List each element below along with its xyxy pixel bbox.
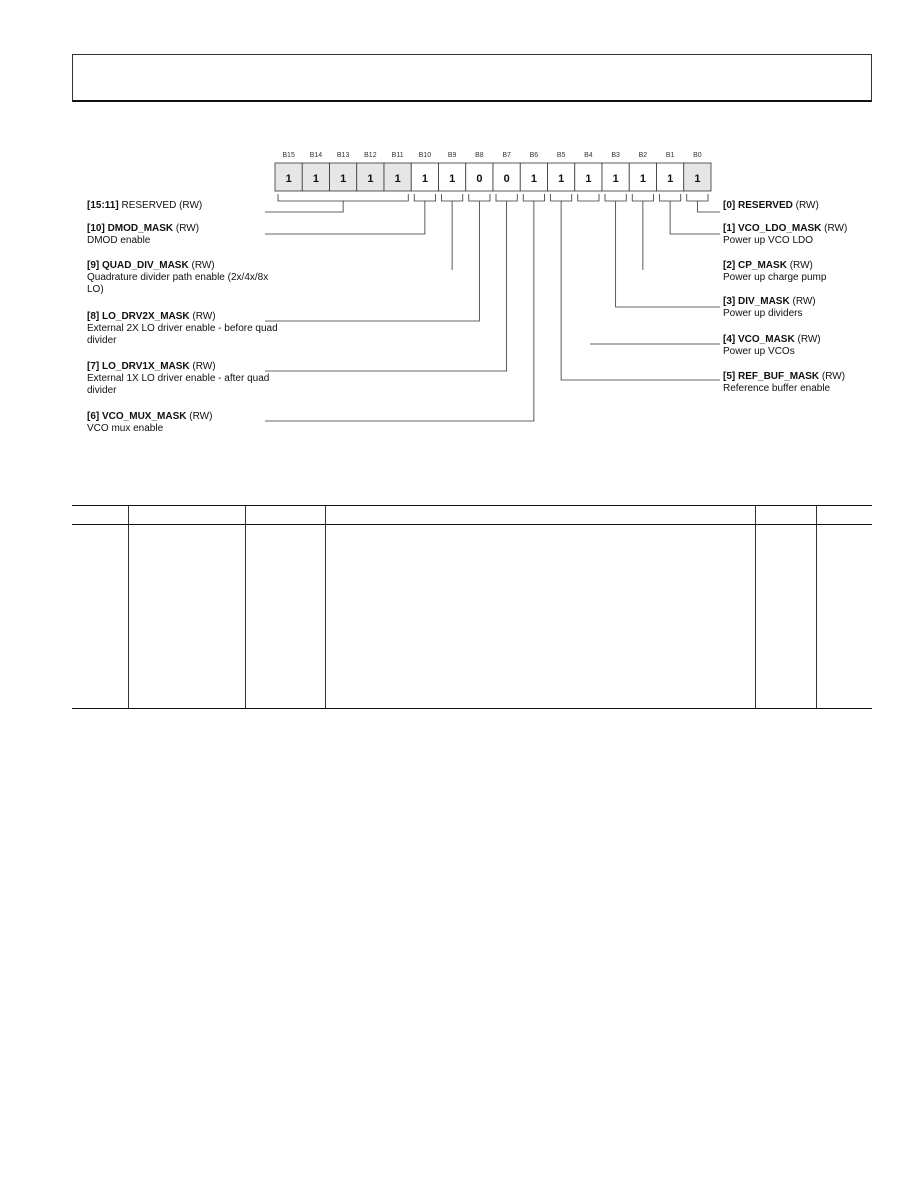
- field-bits: [1]: [723, 223, 736, 234]
- table-cell: [816, 525, 872, 709]
- field-bits: [4]: [723, 334, 736, 345]
- field-4-vco-mask: [723, 334, 903, 358]
- bit-group-bracket: [578, 194, 599, 201]
- field-access: (RW): [191, 260, 215, 271]
- field-5-ref-buf-mask: [723, 371, 903, 395]
- register-table: [72, 505, 872, 709]
- field-name: RESERVED: [121, 200, 177, 211]
- field-bits: [7]: [87, 361, 100, 372]
- bit-group-bracket: [523, 194, 544, 201]
- table-header-cell: [325, 506, 755, 525]
- bit-group-bracket: [442, 194, 463, 201]
- table-row: [72, 525, 872, 709]
- field-access: (RW): [821, 371, 846, 382]
- field-access: (RW): [795, 200, 819, 211]
- bit-group-bracket: [414, 194, 435, 201]
- bit-number-label: B11: [391, 152, 404, 159]
- leader-line: [265, 201, 425, 234]
- field-description: External 1X LO driver enable - after quad divider: [87, 373, 270, 396]
- bit-number-label: B5: [556, 152, 566, 159]
- field-name: REF_BUF_MASK: [738, 371, 820, 382]
- bit-value: 1: [530, 173, 537, 185]
- field-name: DIV_MASK: [738, 296, 790, 307]
- field-7-lo-drv1x-mask: [87, 361, 287, 397]
- bit-value: 1: [421, 173, 428, 185]
- field-access: (RW): [175, 223, 200, 234]
- field-description: Power up dividers: [723, 308, 803, 319]
- bit-group-bracket: [496, 194, 517, 201]
- field-name: QUAD_DIV_MASK: [102, 260, 189, 271]
- bit-group-bracket: [660, 194, 681, 201]
- bit-number-label: B9: [447, 152, 457, 159]
- field-bits: [10]: [87, 223, 105, 234]
- bit-value: 1: [585, 173, 592, 185]
- bit-value: 1: [694, 173, 701, 185]
- field-access: (RW): [179, 200, 203, 211]
- bit-value: 1: [449, 173, 456, 185]
- field-bits: [3]: [723, 296, 736, 307]
- table-header-cell: [245, 506, 325, 525]
- bit-value: 1: [558, 173, 565, 185]
- field-description: DMOD enable: [87, 235, 151, 246]
- table-header-row: [72, 506, 872, 525]
- bit-value: 1: [639, 173, 646, 185]
- bit-group-bracket: [687, 194, 708, 201]
- bit-group-bracket: [551, 194, 572, 201]
- field-description: Quadrature divider path enable (2x/4x/8x LO): [87, 272, 269, 295]
- bit-group-bracket: [605, 194, 626, 201]
- table-header-cell: [755, 506, 816, 525]
- field-description: VCO mux enable: [87, 423, 164, 434]
- table-cell: [128, 525, 245, 709]
- bit-value: 1: [394, 173, 401, 185]
- field-description: Reference buffer enable: [723, 383, 831, 394]
- bit-number-label: B7: [502, 152, 511, 159]
- field-access: (RW): [792, 296, 816, 307]
- field-3-div-mask: [723, 296, 903, 320]
- bit-value: 1: [340, 173, 347, 185]
- bit-number-label: B3: [611, 152, 620, 159]
- field-name: VCO_MASK: [738, 334, 795, 345]
- bit-number-label: B10: [418, 152, 432, 159]
- field-name: CP_MASK: [738, 260, 787, 271]
- field-name: LO_DRV1X_MASK: [102, 361, 190, 372]
- bit-value: 1: [667, 173, 674, 185]
- bit-number-label: B4: [584, 152, 593, 159]
- field-access: (RW): [797, 334, 821, 345]
- field-access: (RW): [789, 260, 813, 271]
- table-cell: [325, 525, 755, 709]
- table-header-cell: [72, 506, 128, 525]
- bit-group-bracket: [632, 194, 653, 201]
- bit-value: 1: [285, 173, 292, 185]
- field-access: (RW): [189, 411, 213, 422]
- field-10-dmod-mask: [87, 223, 287, 247]
- field-name: VCO_MUX_MASK: [102, 411, 187, 422]
- field-15-11-reserved: [87, 200, 287, 212]
- field-name: RESERVED: [738, 200, 793, 211]
- bit-number-label: B15: [282, 152, 295, 159]
- table-cell: [755, 525, 816, 709]
- field-access: (RW): [192, 361, 216, 372]
- field-bits: [9]: [87, 260, 100, 271]
- field-6-vco-mux-mask: [87, 411, 287, 435]
- leader-line: [265, 201, 479, 321]
- field-description: Power up VCOs: [723, 346, 795, 357]
- bit-number-label: B2: [638, 152, 648, 159]
- field-name: VCO_LDO_MASK: [738, 223, 822, 234]
- field-description: Power up charge pump: [723, 272, 827, 283]
- leader-line: [616, 201, 720, 307]
- leader-line: [265, 201, 507, 371]
- field-0-reserved: [723, 200, 903, 212]
- bit-number-label: B12: [364, 152, 377, 159]
- bit-number-label: B6: [529, 152, 539, 159]
- bit-number-label: B14: [309, 152, 323, 159]
- field-description: Power up VCO LDO: [723, 235, 814, 246]
- table-cell: [72, 525, 128, 709]
- field-description: External 2X LO driver enable - before quad divider: [87, 323, 278, 346]
- field-9-quad-div-mask: [87, 260, 287, 296]
- field-bits: [6]: [87, 411, 100, 422]
- bit-value: 1: [612, 173, 619, 185]
- field-bits: [8]: [87, 311, 100, 322]
- leader-line: [561, 201, 720, 380]
- leader-line: [697, 201, 720, 212]
- bit-number-label: B13: [336, 152, 350, 159]
- bit-group-bracket: [469, 194, 490, 201]
- field-name: DMOD_MASK: [107, 223, 174, 234]
- field-2-cp-mask: [723, 260, 903, 284]
- field-access: (RW): [824, 223, 848, 234]
- leader-line: [670, 201, 720, 234]
- table-header-cell: [816, 506, 872, 525]
- bit-value: 1: [367, 173, 374, 185]
- table-cell: [245, 525, 325, 709]
- field-name: LO_DRV2X_MASK: [102, 311, 190, 322]
- field-1-vco-ldo-mask: [723, 223, 903, 247]
- bit-number-label: B1: [665, 152, 675, 159]
- bit-value: 1: [312, 173, 319, 185]
- bit-group-bracket: [278, 194, 408, 201]
- bit-number-label: B8: [475, 152, 484, 159]
- bit-number-label: B0: [693, 152, 702, 159]
- table-header-cell: [128, 506, 245, 525]
- field-bits: [5]: [723, 371, 736, 382]
- bit-value: 0: [476, 173, 483, 185]
- field-8-lo-drv2x-mask: [87, 311, 287, 347]
- field-bits: [2]: [723, 260, 736, 271]
- field-bits: [0]: [723, 200, 736, 211]
- bit-value: 0: [503, 173, 510, 185]
- field-bits: [15:11]: [87, 200, 119, 211]
- field-access: (RW): [192, 311, 216, 322]
